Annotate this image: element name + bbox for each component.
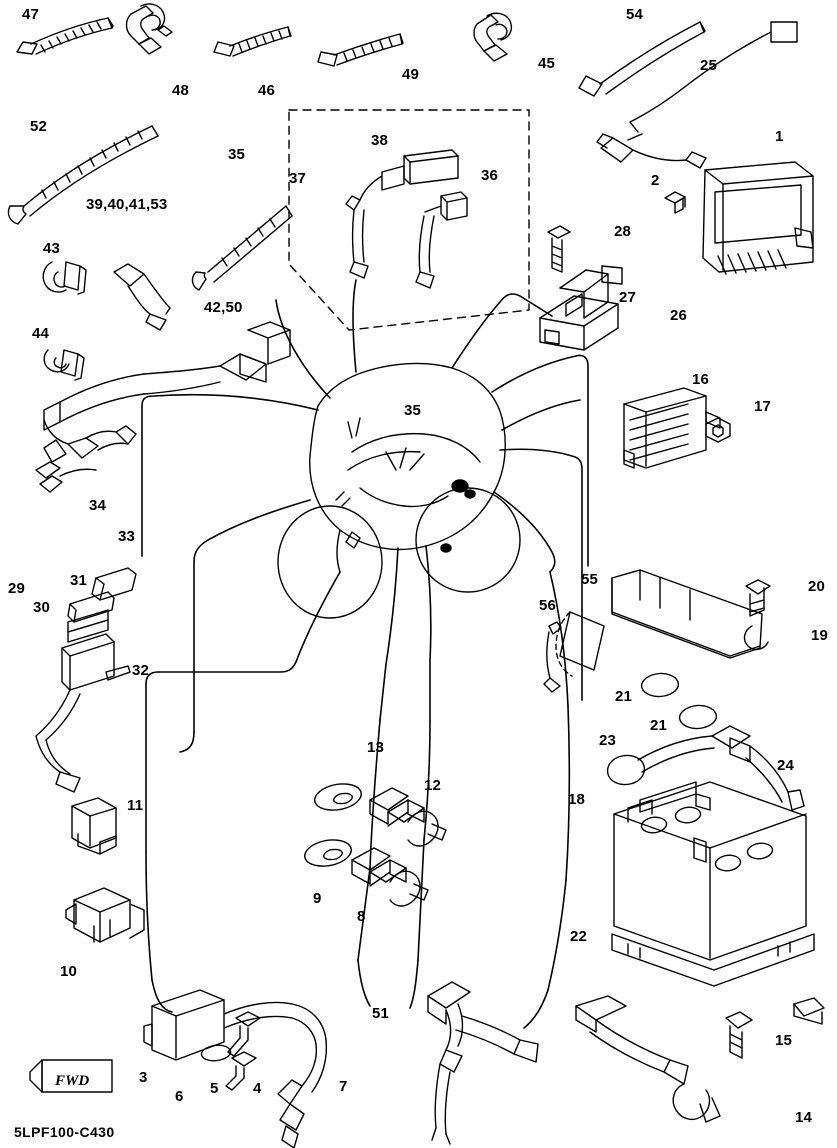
callout-number: 14: [795, 1109, 813, 1126]
part-3-4-5-6-7-ignition-coil: [144, 990, 326, 1148]
callout-number: 55: [581, 571, 599, 588]
callout-number: 16: [692, 371, 710, 388]
callout-number: 54: [626, 6, 644, 23]
callout-number: 26: [670, 307, 688, 324]
part-47-band: [17, 18, 113, 54]
part-17-nut: [706, 418, 730, 442]
callout-number: 19: [811, 627, 829, 644]
callout-number: 35: [228, 146, 246, 163]
callout-number: 4: [253, 1080, 262, 1097]
callout-number: 5: [210, 1080, 219, 1097]
callout-number: 21: [650, 717, 668, 734]
part-8-spark-plug: [352, 848, 428, 906]
part-49-strap: [318, 34, 403, 66]
callout-number: 21: [615, 688, 633, 705]
callout-number: 37: [289, 170, 307, 187]
part-29-30-31-32-ignition-switch: [36, 568, 136, 792]
part-11-sensor: [72, 798, 116, 854]
callout-number: 24: [777, 757, 795, 774]
part-39-40-41-53-band: [192, 206, 292, 290]
part-42-50-harness: [114, 264, 170, 330]
callout-number: 13: [367, 739, 385, 756]
callout-number: 3: [139, 1069, 148, 1086]
part-2-bolt: [665, 192, 685, 213]
part-1-cdi-unit: [703, 162, 813, 274]
callout-number: 31: [70, 572, 88, 589]
callout-number: 10: [60, 963, 78, 980]
part-36-connector: [416, 192, 467, 288]
callout-number: 7: [339, 1078, 348, 1095]
callout-number: 9: [313, 890, 322, 907]
callout-number: 43: [43, 240, 61, 257]
part-18-22-battery: [612, 782, 814, 986]
part-33-34-plug-lead: [36, 322, 290, 492]
part-10-sensor: [66, 888, 144, 942]
callout-number: 36: [481, 167, 499, 184]
part-13-washer: [315, 784, 361, 810]
fwd-label: FWD: [55, 1073, 90, 1089]
callout-number: 45: [538, 55, 556, 72]
callout-number: 35: [404, 402, 422, 419]
part-9-washer: [305, 840, 351, 866]
callout-number: 2: [651, 172, 660, 189]
callout-number: 52: [30, 118, 48, 135]
callout-number: 47: [22, 6, 40, 23]
callout-number: 18: [568, 791, 586, 808]
callout-number: 32: [132, 662, 150, 679]
callout-number: 1: [775, 128, 784, 145]
callout-number: 48: [172, 82, 190, 99]
part-12-spark-plug: [370, 788, 446, 846]
callout-number: 20: [808, 578, 826, 595]
callout-number: 30: [33, 599, 51, 616]
part-14-pickup-coil: [576, 996, 824, 1122]
diagram-part-code: 5LPF100-C430: [14, 1124, 115, 1140]
callout-number: 39,40,41,53: [86, 196, 168, 213]
callout-number: 29: [8, 580, 26, 597]
part-26-27-starter-relay: [540, 266, 622, 350]
callout-number: 46: [258, 82, 276, 99]
part-55-56-bracket: [544, 570, 770, 729]
part-45-clamp: [474, 13, 511, 61]
part-25-harness: [597, 22, 797, 168]
part-44-clamp: [44, 350, 84, 380]
callout-number: 8: [357, 908, 366, 925]
part-46-strap: [214, 27, 291, 56]
callout-number: 6: [175, 1088, 184, 1105]
callout-number: 11: [127, 797, 144, 814]
callout-number: 12: [424, 777, 442, 794]
callout-number: 44: [32, 325, 50, 342]
part-43-clamp: [43, 262, 86, 294]
callout-number: 33: [118, 528, 136, 545]
callout-number: 51: [372, 1005, 390, 1022]
callout-number: 27: [619, 289, 637, 306]
callout-number: 56: [539, 597, 557, 614]
callout-number: 25: [700, 57, 718, 74]
vehicle-body-outline: [278, 364, 520, 619]
callout-number: 42,50: [204, 299, 243, 316]
part-37-dashed-enclosure: [289, 110, 529, 330]
callout-number: 38: [371, 132, 389, 149]
callout-number: 28: [614, 223, 632, 240]
callout-number: 22: [570, 928, 588, 945]
part-54-cable: [579, 22, 705, 96]
part-48-clamp: [127, 4, 173, 54]
callout-number: 49: [402, 66, 420, 83]
callout-number: 15: [775, 1032, 793, 1049]
callout-number: 23: [599, 732, 617, 749]
callout-number: 17: [754, 398, 772, 415]
callout-number: 34: [89, 497, 107, 514]
part-51-sensor: [428, 982, 538, 1144]
part-28-bolt: [548, 226, 570, 272]
part-15-connector: [726, 1012, 752, 1058]
